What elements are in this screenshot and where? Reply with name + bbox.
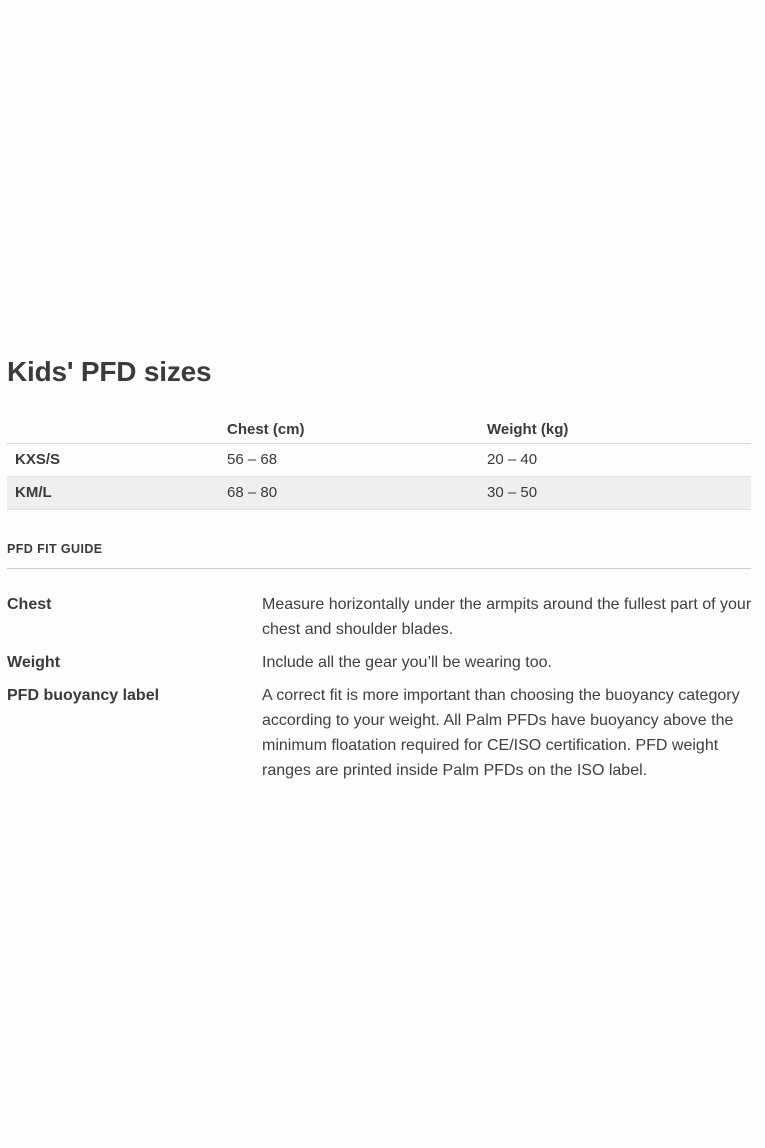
fit-guide-label: Chest [7,596,52,613]
fit-guide-description: A correct fit is more important than choosing the buoyancy category according to your weight. All Palm PFDs have buoyancy above the minimum floatation required for CE/ISO certification. PFD weight ranges are printed inside Palm PFDs on the ISO label. [262,687,740,779]
fit-guide-description: Measure horizontally under the armpits around the fullest part of your chest and shoulder blades. [262,596,752,638]
table-row [7,476,751,509]
table-header-row [7,414,751,443]
size-cell: KXS/S [7,443,227,476]
fit-guide-label: PFD buoyancy label [7,687,160,704]
size-table [7,414,751,510]
chest-cell: 68 – 80 [227,476,487,509]
fit-guide-item-weight [7,650,752,675]
size-cell: KM/L [7,476,227,509]
column-header-size [7,414,227,443]
fit-guide-list [7,592,752,791]
fit-guide-label: Weight [7,654,61,671]
chest-cell: 56 – 68 [227,443,487,476]
fit-guide-description: Include all the gear you’ll be wearing too. [262,654,552,671]
weight-cell: 30 – 50 [487,476,751,509]
page-title: Kids' PFD sizes [7,356,212,387]
fit-guide-heading: PFD FIT GUIDE [7,542,103,556]
column-header-weight: Weight (kg) [487,414,751,443]
table-row [7,443,751,476]
column-header-chest: Chest (cm) [227,414,487,443]
fit-guide-item-buoyancy-label [7,683,752,783]
weight-cell: 20 – 40 [487,443,751,476]
fit-guide-item-chest [7,592,752,642]
section-divider [7,568,751,569]
